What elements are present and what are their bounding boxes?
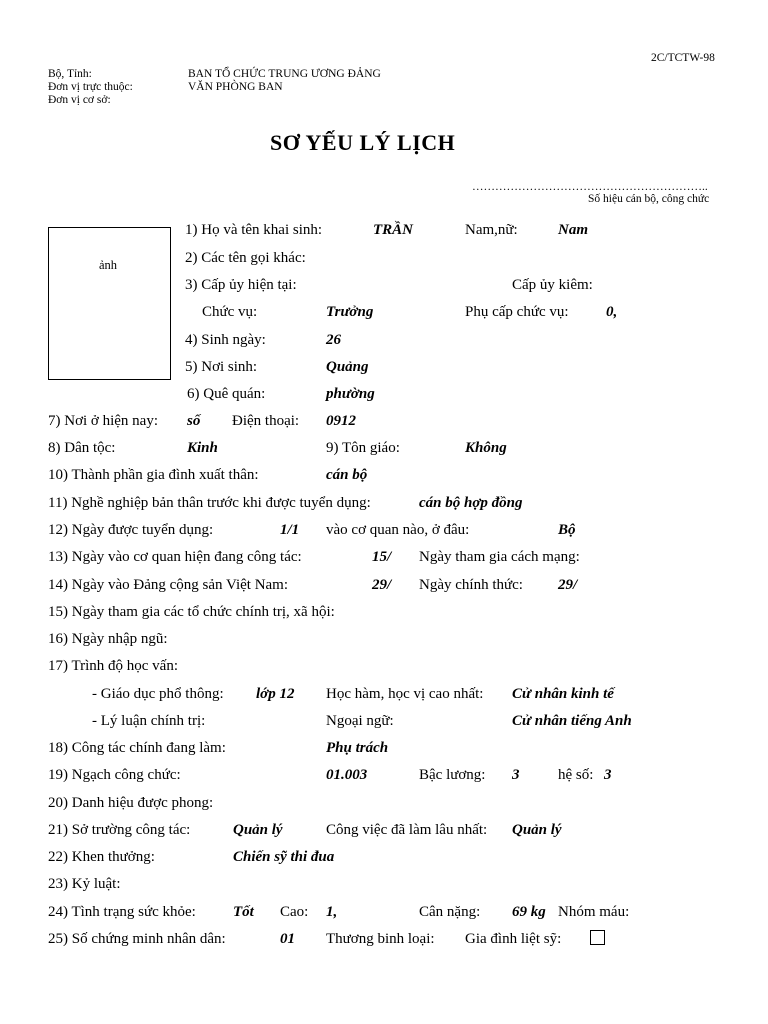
field-label: Ngoại ngữ:	[326, 713, 394, 729]
field-label: 23) Kỷ luật:	[48, 876, 121, 892]
coefficient-value: 3	[604, 767, 612, 783]
field-label: 2) Các tên gọi khác:	[185, 250, 306, 266]
ministry-label: Bộ, Tỉnh:	[48, 68, 92, 80]
field-label: 18) Công tác chính đang làm:	[48, 740, 226, 756]
field-label: Cao:	[280, 904, 309, 920]
field-label: Cân nặng:	[419, 904, 481, 920]
form-code: 2C/TCTW-98	[651, 52, 715, 64]
hometown-value: phường	[326, 386, 375, 402]
field-label: 25) Số chứng minh nhân dân:	[48, 931, 226, 947]
field-label: - Giáo dục phổ thông:	[92, 686, 224, 702]
health-value: Tốt	[233, 904, 254, 920]
field-label: 5) Nơi sinh:	[185, 359, 258, 375]
field-label: - Lý luận chính trị:	[92, 713, 206, 729]
prior-occupation-value: cán bộ hợp đồng	[419, 495, 523, 511]
field-label: Bậc lương:	[419, 767, 486, 783]
cadre-id-field[interactable]: ……………………………………………………..	[472, 181, 708, 193]
field-label: 17) Trình độ học vấn:	[48, 658, 179, 674]
page-title: SƠ YẾU LÝ LỊCH	[270, 130, 456, 155]
martyr-family-checkbox[interactable]	[590, 930, 605, 945]
award-value: Chiến sỹ thi đua	[233, 849, 335, 865]
field-label: 15) Ngày tham gia các tổ chức chính trị, xã hội:	[48, 604, 335, 620]
full-name-value: TRẦN	[373, 222, 414, 238]
field-label: 21) Sở trường công tác:	[48, 822, 191, 838]
field-label: 3) Cấp ủy hiện tại:	[185, 277, 297, 293]
field-label: 6) Quê quán:	[187, 386, 266, 402]
field-label: 13) Ngày vào cơ quan hiện đang công tác:	[48, 549, 302, 565]
longest-work-value: Quản lý	[512, 822, 562, 838]
recruit-date-value: 1/1	[280, 522, 300, 538]
id-number-value: 01	[280, 931, 295, 947]
field-label: Nhóm máu:	[558, 904, 630, 920]
field-label: Nam,nữ:	[465, 222, 518, 238]
base-unit-label: Đơn vị cơ sở:	[48, 94, 111, 106]
religion-value: Không	[465, 440, 507, 456]
field-label: Điện thoại:	[232, 413, 300, 429]
field-label: Gia đình liệt sỹ:	[465, 931, 562, 947]
field-label: 9) Tôn giáo:	[326, 440, 400, 456]
field-label: 4) Sinh ngày:	[185, 332, 266, 348]
field-label: 19) Ngạch công chức:	[48, 767, 181, 783]
main-work-value: Phụ trách	[326, 740, 389, 756]
position-value: Trưởng	[326, 304, 374, 320]
civil-rank-value: 01.003	[326, 767, 368, 783]
strength-value: Quản lý	[233, 822, 283, 838]
field-label: vào cơ quan nào, ở đâu:	[326, 522, 470, 538]
general-education-value: lớp 12	[256, 686, 295, 702]
ethnicity-value: Kinh	[187, 440, 218, 456]
language-value: Cử nhân tiếng Anh	[512, 713, 632, 729]
field-label: Công việc đã làm lâu nhất:	[326, 822, 488, 838]
recruit-agency-value: Bộ	[558, 522, 576, 538]
field-label: Chức vụ:	[202, 304, 258, 320]
field-label: 14) Ngày vào Đảng cộng sản Việt Nam:	[48, 577, 289, 593]
cadre-id-label: Số hiệu cán bộ, công chức	[588, 193, 710, 205]
field-label: hệ số:	[558, 767, 594, 783]
birthplace-value: Quảng	[326, 359, 369, 375]
field-label: 7) Nơi ở hiện nay:	[48, 413, 159, 429]
photo-box	[48, 227, 171, 380]
gender-value: Nam	[558, 222, 588, 238]
field-label: Ngày tham gia cách mạng:	[419, 549, 580, 565]
photo-label: ảnh	[99, 258, 118, 272]
field-label: 24) Tình trạng sức khỏe:	[48, 904, 196, 920]
allowance-value: 0,	[606, 304, 618, 320]
birth-date-value: 26	[326, 332, 341, 348]
field-label: 11) Nghề nghiệp bản thân trước khi được tuyển dụng:	[48, 495, 371, 511]
current-agency-date-value: 15/	[372, 549, 392, 565]
office-name: VĂN PHÒNG BAN	[188, 81, 283, 93]
field-label: Học hàm, học vị cao nhất:	[326, 686, 484, 702]
height-value: 1,	[326, 904, 338, 920]
field-label: 1) Họ và tên khai sinh:	[185, 222, 323, 238]
address-value: số	[187, 413, 201, 429]
field-label: Ngày chính thức:	[419, 577, 523, 593]
salary-grade-value: 3	[512, 767, 520, 783]
field-label: Cấp ủy kiêm:	[512, 277, 593, 293]
direct-unit-label: Đơn vị trực thuộc:	[48, 81, 133, 93]
weight-value: 69 kg	[512, 904, 546, 920]
phone-value: 0912	[326, 413, 356, 429]
degree-value: Cử nhân kinh tế	[512, 686, 614, 702]
field-label: 8) Dân tộc:	[48, 440, 116, 456]
field-label: Thương binh loại:	[326, 931, 435, 947]
field-label: 10) Thành phần gia đình xuất thân:	[48, 467, 259, 483]
field-label: 22) Khen thưởng:	[48, 849, 155, 865]
party-join-date-value: 29/	[372, 577, 392, 593]
field-label: Phụ cấp chức vụ:	[465, 304, 569, 320]
org-name: BAN TỔ CHỨC TRUNG ƯƠNG ĐẢNG	[188, 68, 381, 80]
field-label: 12) Ngày được tuyển dụng:	[48, 522, 214, 538]
official-date-value: 29/	[558, 577, 578, 593]
field-label: 16) Ngày nhập ngũ:	[48, 631, 168, 647]
field-label: 20) Danh hiệu được phong:	[48, 795, 214, 811]
family-origin-value: cán bộ	[326, 467, 368, 483]
